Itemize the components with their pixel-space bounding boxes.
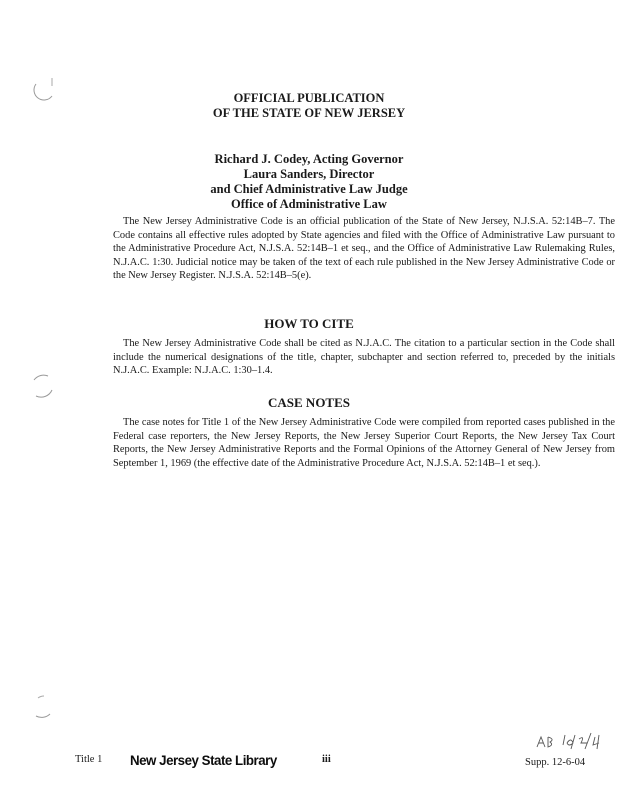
how-to-cite-paragraph: The New Jersey Administrative Code shall be cited as N.J.A.C. The citation to a particular section in the Code shall include the numerical designations of the title, chapter, subchapter and section referred to, preceded by the initials N.J.A.C. Example: N.J.A.C. 1:30–1.4. [113,338,615,376]
publication-line-2: OF THE STATE OF NEW JERSEY [212,106,406,120]
footer-title-label: Title 1 [75,754,103,765]
official-line-4: Office of Administrative Law [231,197,387,211]
handwritten-initials [533,727,613,753]
supplement-date: Supp. 12-6-04 [525,757,586,768]
library-stamp: New Jersey State Library [130,752,277,768]
punch-hole-icon [30,692,58,726]
official-line-2: Laura Sanders, Director [243,167,375,181]
publication-line-1: OFFICIAL PUBLICATION [233,91,385,105]
official-line-1: Richard J. Codey, Acting Governor [214,152,404,166]
publication-heading [0,91,618,121]
case-notes-heading: CASE NOTES [268,395,350,410]
official-line-3: and Chief Administrative Law Judge [210,182,408,196]
page-number: iii [322,754,331,765]
how-to-cite-heading: HOW TO CITE [264,316,354,331]
intro-paragraph: The New Jersey Administrative Code is an official publication of the State of New Jersey, N.J.S.A. 52:14B–7. The Code contains all effective rules adopted by State agencies and filed with the Office of Administrative Law pursuant to the Administrative Procedure Act, N.J.S.A. 52:14B–1 et seq., and the Office of Administrative Law Rulemaking Rules, N.J.A.C. 1:30. Judicial notice may be taken of the text of each rule published in the New Jersey Administrative Code or the New Jersey Register. N.J.S.A. 52:14B–5(e). [113,216,615,281]
officials-block [0,152,618,212]
case-notes-paragraph: The case notes for Title 1 of the New Jersey Administrative Code were compiled from reported cases published in the Federal case reporters, the New Jersey Reports, the New Jersey Superior Court Reports, the New Jersey Tax Court Reports, the New Jersey Administrative Reports and the Formal Opinions of the Attorney General of New Jersey from September 1, 1969 (the effective date of the Administrative Procedure Act, N.J.S.A. 52:14B–1 et seq.). [113,417,615,469]
